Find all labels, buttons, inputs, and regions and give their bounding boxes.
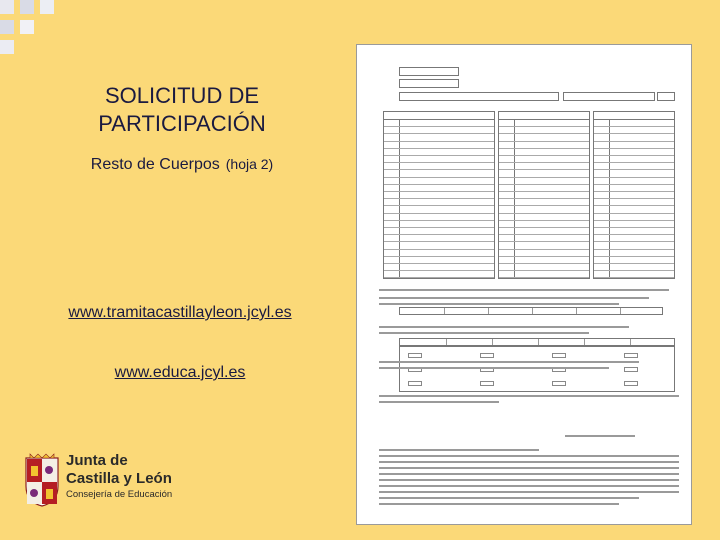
form-text-line <box>379 289 669 291</box>
form-grid-row <box>499 271 589 278</box>
form-grid-row <box>594 149 674 156</box>
form-grid-row <box>384 120 494 127</box>
logo-line-1: Junta de <box>66 452 128 469</box>
form-grid-row <box>384 228 494 235</box>
form-grid-row <box>499 242 589 249</box>
form-grid-row <box>594 142 674 149</box>
form-grid-header <box>384 112 494 120</box>
form-grid-row <box>594 192 674 199</box>
form-grid-row <box>384 235 494 242</box>
form-grid-header <box>499 112 589 120</box>
form-text-line <box>379 467 679 469</box>
form-grid-row <box>499 199 589 206</box>
form-document-image <box>356 44 692 525</box>
title-line-1: SOLICITUD DE <box>104 83 260 108</box>
decor-square <box>20 0 34 14</box>
form-grid-row <box>594 221 674 228</box>
form-text-line <box>379 449 539 451</box>
title-line-2: PARTICIPACIÓN <box>98 111 266 136</box>
form-grid-row <box>594 170 674 177</box>
decor-square <box>20 20 34 34</box>
form-grid <box>498 111 590 279</box>
form-grid-row <box>499 178 589 185</box>
form-grid-row <box>384 185 494 192</box>
form-grid-row <box>499 235 589 242</box>
form-grid-row <box>594 120 674 127</box>
form-grid-row <box>499 264 589 271</box>
form-text-line <box>379 332 589 334</box>
form-grid-row <box>594 127 674 134</box>
form-text-line <box>379 473 679 475</box>
form-grid-row <box>594 257 674 264</box>
form-text-line <box>379 326 629 328</box>
form-text-line <box>379 455 679 457</box>
form-grid-row <box>499 149 589 156</box>
form-grid-row <box>594 134 674 141</box>
slide-title <box>40 82 324 138</box>
form-text-line <box>379 461 679 463</box>
form-grid-row <box>499 214 589 221</box>
form-grid-row <box>499 206 589 213</box>
form-grid-row <box>594 250 674 257</box>
form-grid-row <box>594 199 674 206</box>
form-grid-row <box>499 250 589 257</box>
form-grid-row <box>499 170 589 177</box>
form-grid-header <box>594 112 674 120</box>
form-grid-row <box>594 206 674 213</box>
form-grid <box>383 111 495 279</box>
form-text-line <box>379 479 679 481</box>
form-grid-row <box>384 142 494 149</box>
form-grid <box>593 111 675 279</box>
form-grid-row <box>384 163 494 170</box>
form-grid-row <box>594 178 674 185</box>
form-text-line <box>379 297 649 299</box>
form-grid-row <box>384 192 494 199</box>
form-grid-row <box>384 271 494 278</box>
form-grid-row <box>594 214 674 221</box>
form-grid-row <box>384 134 494 141</box>
link-educa[interactable]: www.educa.jcyl.es <box>114 364 246 381</box>
form-strip <box>399 338 675 346</box>
subtitle-main: Resto de Cuerpos <box>90 156 220 173</box>
form-grid-row <box>384 170 494 177</box>
form-text-line <box>379 367 609 369</box>
form-grid-row <box>499 134 589 141</box>
form-grid-row <box>594 264 674 271</box>
form-grid-row <box>384 242 494 249</box>
form-text-line <box>565 435 635 437</box>
form-field <box>399 92 559 101</box>
link-tramita-castilla-leon[interactable]: www.tramitacastillayleon.jcyl.es <box>68 304 292 321</box>
decor-square <box>0 0 14 14</box>
decor-square <box>0 20 14 34</box>
logo-line-3: Consejería de Educación <box>66 489 173 500</box>
logo-line-2: Castilla y León <box>66 470 172 487</box>
form-grid-row <box>499 156 589 163</box>
form-grid-row <box>384 199 494 206</box>
form-checkbox-table <box>399 346 675 392</box>
form-grid-row <box>594 242 674 249</box>
form-text-line <box>379 395 679 397</box>
form-text-line <box>379 401 499 403</box>
form-grid-row <box>499 185 589 192</box>
form-grid-row <box>384 264 494 271</box>
form-grid-row <box>594 156 674 163</box>
form-grid-row <box>594 163 674 170</box>
form-grid-row <box>499 127 589 134</box>
form-grid-row <box>384 206 494 213</box>
subtitle-small: (hoja 2) <box>225 156 274 172</box>
form-grid-row <box>594 235 674 242</box>
form-field <box>657 92 675 101</box>
decor-square <box>0 40 14 54</box>
form-grid-row <box>594 271 674 278</box>
form-text-line <box>379 485 679 487</box>
form-text-line <box>379 497 639 499</box>
form-grid-row <box>499 163 589 170</box>
form-field <box>399 79 459 88</box>
form-grid-row <box>499 221 589 228</box>
form-grid-row <box>594 228 674 235</box>
form-strip <box>399 307 663 315</box>
form-grid-row <box>499 257 589 264</box>
form-field <box>563 92 655 101</box>
form-grid-row <box>384 149 494 156</box>
form-text-line <box>379 491 679 493</box>
form-grid-row <box>384 127 494 134</box>
form-grid-row <box>594 185 674 192</box>
form-grid-row <box>384 214 494 221</box>
form-grid-row <box>499 120 589 127</box>
coat-of-arms-icon <box>22 452 62 508</box>
form-grid-row <box>499 228 589 235</box>
form-grid-row <box>499 192 589 199</box>
form-field <box>399 67 459 76</box>
form-grid-row <box>384 250 494 257</box>
form-grid-row <box>384 178 494 185</box>
junta-logo <box>22 452 192 522</box>
form-grid-row <box>384 257 494 264</box>
form-text-line <box>379 303 619 305</box>
slide-subtitle <box>40 156 324 174</box>
form-grid-row <box>499 142 589 149</box>
form-grid-row <box>384 221 494 228</box>
form-text-line <box>379 503 619 505</box>
decor-square <box>40 0 54 14</box>
form-grid-row <box>384 156 494 163</box>
form-text-line <box>379 361 639 363</box>
